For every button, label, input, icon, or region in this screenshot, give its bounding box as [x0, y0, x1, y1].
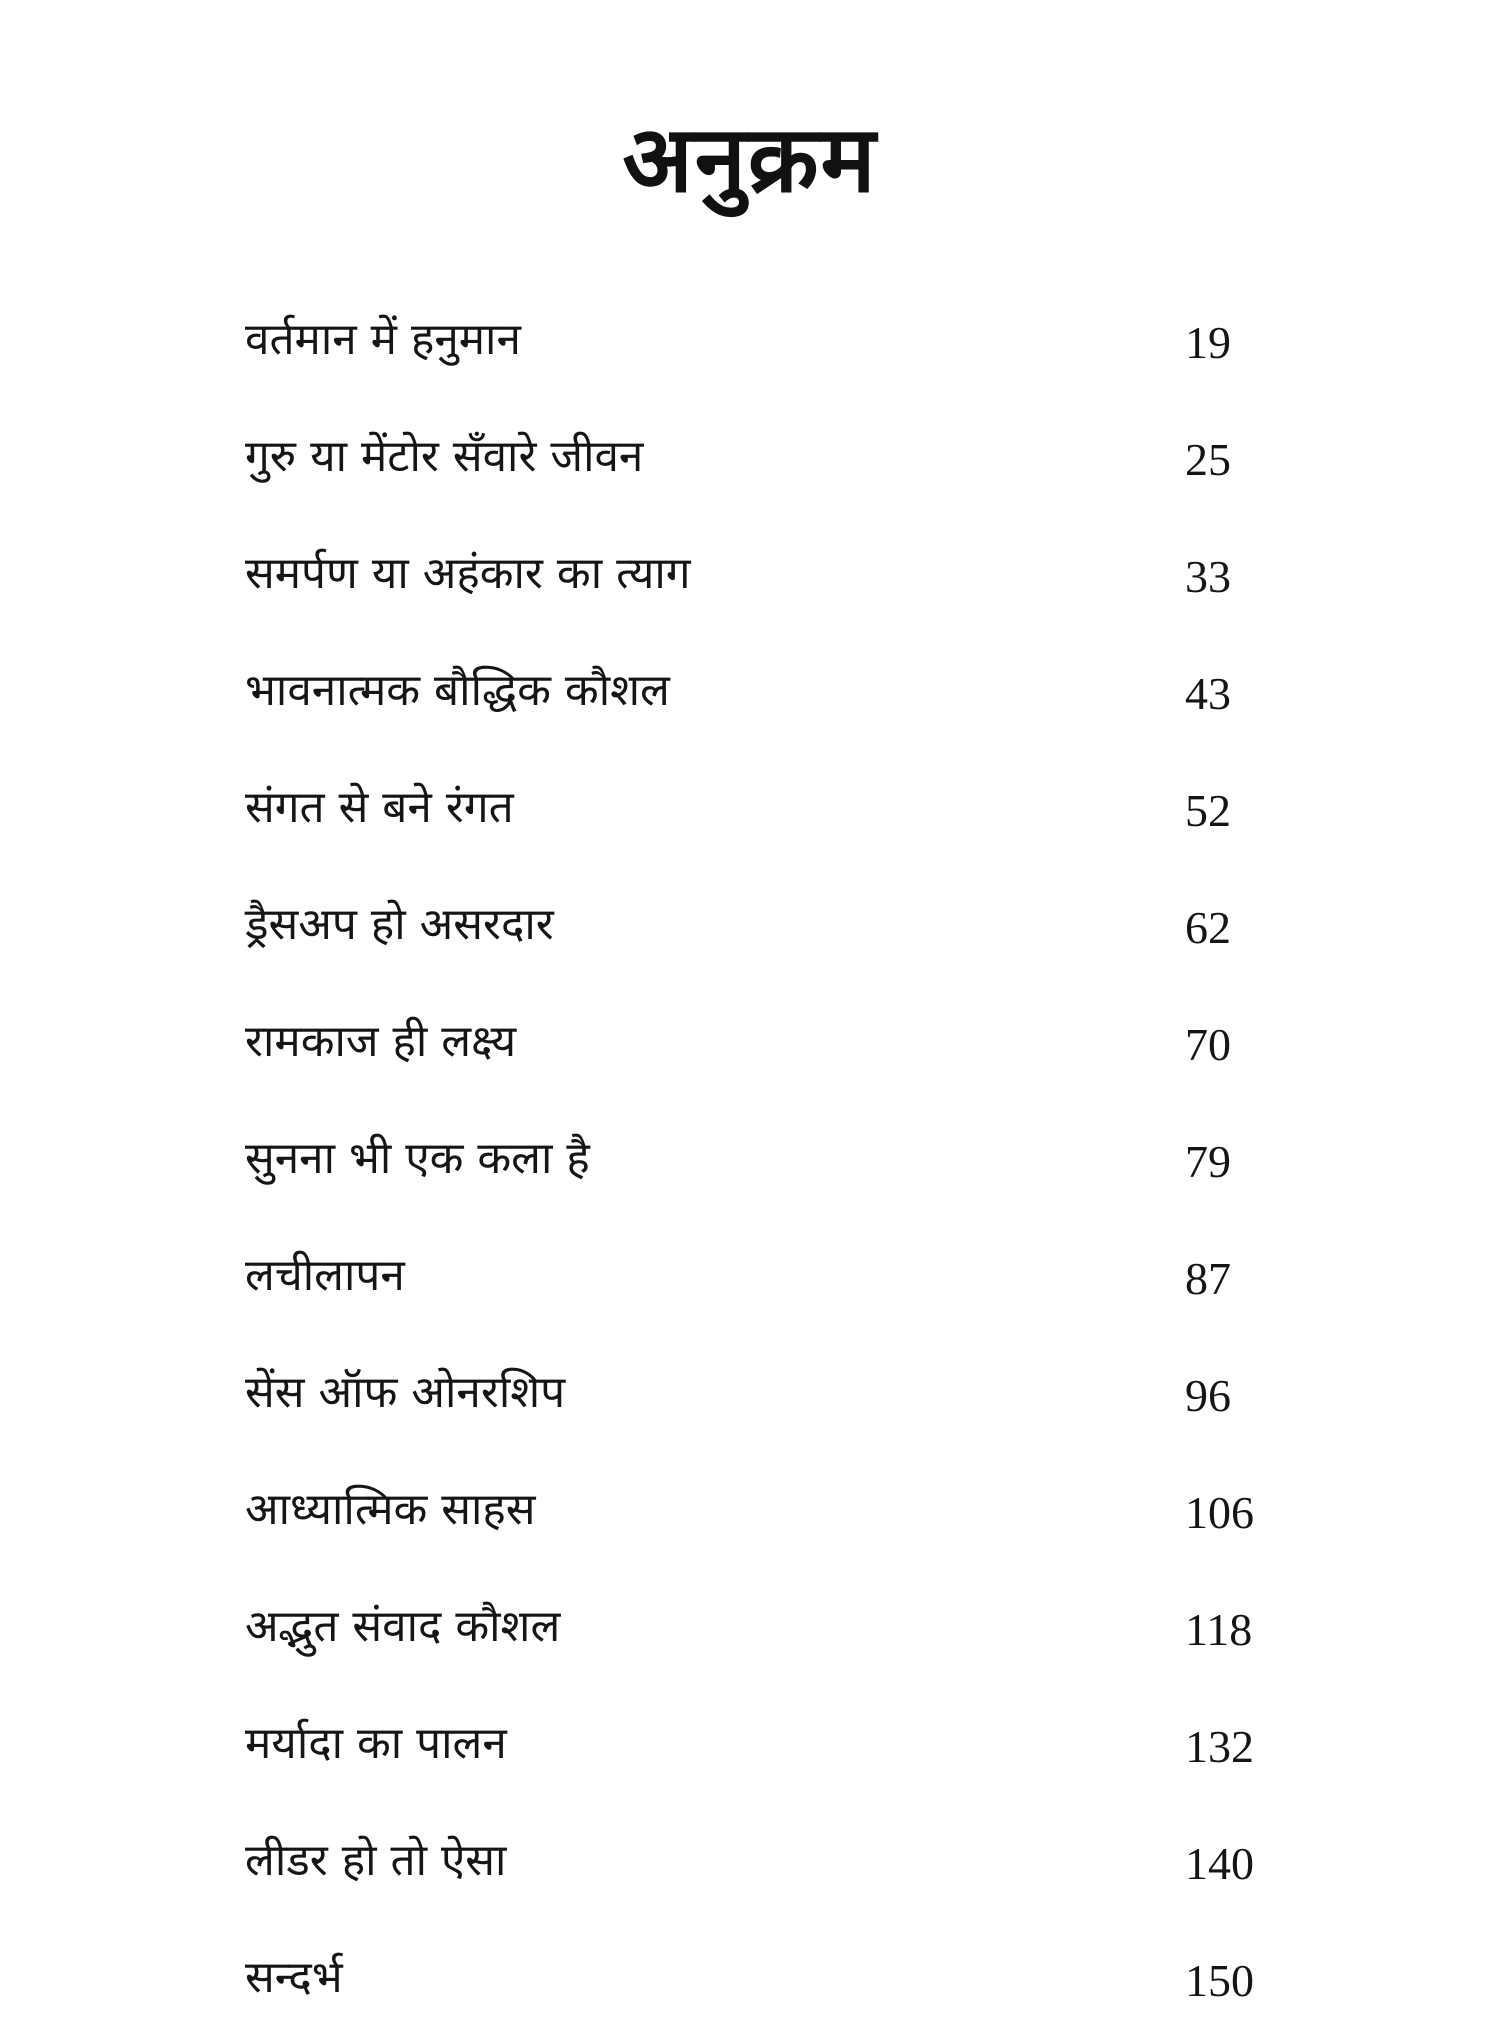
toc-entry-title: वर्तमान में हनुमान: [245, 314, 521, 365]
toc-entry: [0, 1821, 1500, 1921]
toc-entry: [0, 651, 1500, 751]
toc-entry-page-number: 96: [1185, 1370, 1231, 1421]
toc-entry-page-number: 79: [1185, 1136, 1231, 1187]
toc-entry-title: आध्यात्मिक साहस: [245, 1484, 536, 1535]
toc-entry-title: संगत से बने रंगत: [245, 782, 514, 833]
toc-entry-page-number: 43: [1185, 668, 1231, 719]
toc-entry: [0, 1236, 1500, 1336]
toc-entry-page-number: 150: [1185, 1955, 1254, 2006]
toc-entry-title: भावनात्मक बौद्धिक कौशल: [245, 665, 670, 716]
toc-entry-title: सुनना भी एक कला है: [245, 1133, 590, 1184]
toc-entry-title: ड्रैसअप हो असरदार: [245, 899, 554, 950]
toc-entry-page-number: 70: [1185, 1019, 1231, 1070]
toc-entry-title: लीडर हो तो ऐसा: [245, 1835, 507, 1886]
toc-entry-title: मर्यादा का पालन: [245, 1718, 507, 1769]
toc-entry-page-number: 62: [1185, 902, 1231, 953]
toc-entry-title: रामकाज ही लक्ष्य: [245, 1016, 517, 1067]
toc-entry: [0, 1704, 1500, 1804]
toc-entry-page-number: 87: [1185, 1253, 1231, 1304]
toc-entry: [0, 534, 1500, 634]
toc-entry-title: समर्पण या अहंकार का त्याग: [245, 548, 691, 599]
toc-entry-page-number: 118: [1185, 1604, 1253, 1655]
toc-entry-page-number: 106: [1185, 1487, 1254, 1538]
toc-entry: [0, 1002, 1500, 1102]
toc-entry-page-number: 140: [1185, 1838, 1254, 1889]
toc-entry-page-number: 33: [1185, 551, 1231, 602]
toc-entry-page-number: 25: [1185, 434, 1231, 485]
toc-entry-title: गुरु या मेंटोर सँवारे जीवन: [245, 431, 644, 482]
toc-entry: [0, 1119, 1500, 1219]
toc-entry: [0, 1353, 1500, 1453]
toc-entry-title: अद्भुत संवाद कौशल: [245, 1601, 561, 1652]
toc-entry: [0, 885, 1500, 985]
toc-entry-title: सेंस ऑफ ओनरशिप: [245, 1367, 566, 1418]
toc-entry-title: लचीलापन: [245, 1250, 405, 1301]
toc-entry: [0, 1938, 1500, 2038]
toc-entry: [0, 300, 1500, 400]
toc-entry-title: सन्दर्भ: [245, 1952, 343, 2003]
toc-entry-page-number: 52: [1185, 785, 1231, 836]
toc-entry-page-number: 19: [1185, 317, 1231, 368]
toc-entry: [0, 1587, 1500, 1687]
page-title: अनुक्रम: [622, 104, 878, 213]
toc-entry: [0, 768, 1500, 868]
toc-entry: [0, 417, 1500, 517]
toc-entry: [0, 1470, 1500, 1570]
toc-entry-page-number: 132: [1185, 1721, 1254, 1772]
